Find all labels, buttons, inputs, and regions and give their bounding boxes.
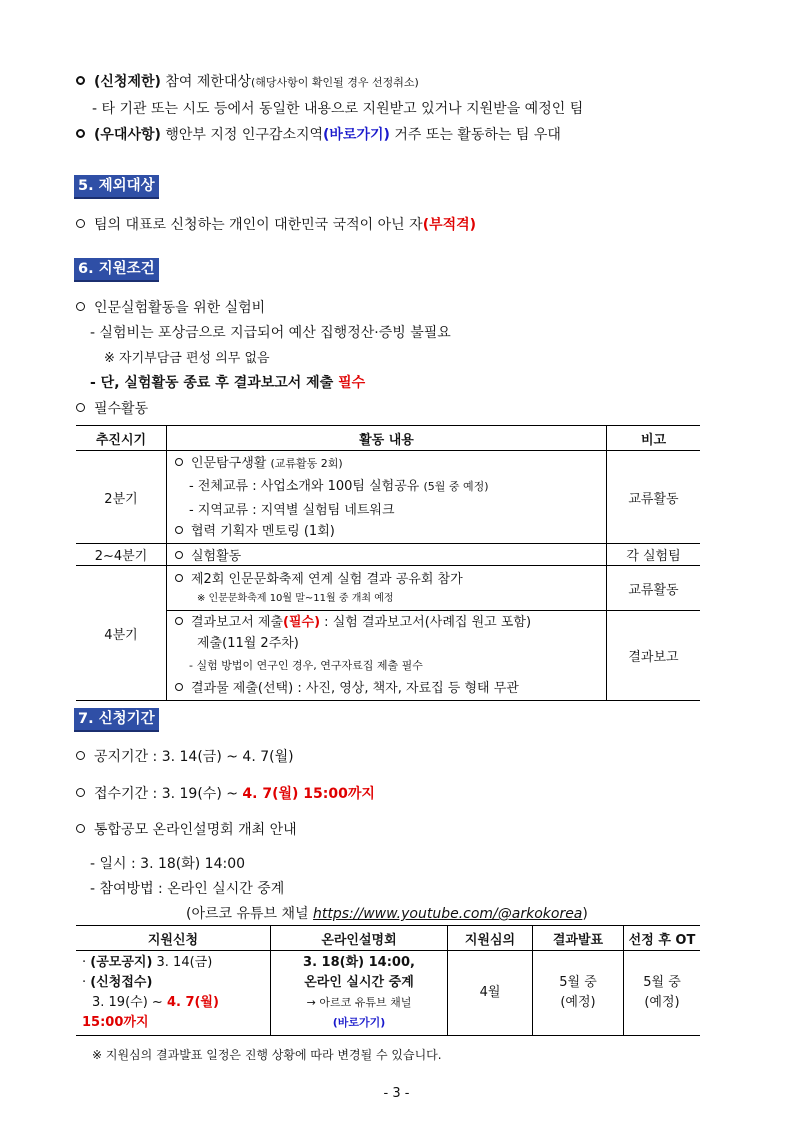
content-cell: 인문탐구생활 (교류활동 2회) - 전체교류 : 사업소개와 100팀 실험공유 (5월 중 예정) - 지역교류 : 지역별 실험팀 네트워크 협력 기획자 멘토링 (1회) bbox=[167, 451, 607, 544]
activity-table bbox=[76, 425, 700, 701]
youtube-channel: (아르코 유튜브 채널 https://www.youtube.com/@arkokorea) bbox=[186, 906, 588, 922]
footnote: ※ 지원심의 결과발표 일정은 진행 상황에 따라 변경될 수 있습니다. bbox=[92, 1048, 442, 1062]
table-header-row bbox=[76, 926, 700, 951]
online-date: - 일시 : 3. 18(화) 14:00 bbox=[90, 856, 246, 872]
table-row bbox=[76, 566, 700, 611]
table-row bbox=[76, 544, 700, 566]
circle-bullet-icon bbox=[76, 219, 85, 228]
circle-bullet-icon bbox=[76, 129, 85, 138]
review-cell: 4월 bbox=[448, 951, 533, 1036]
youtube-link[interactable]: https://www.youtube.com/@arkokorea bbox=[313, 906, 583, 922]
table-header-row bbox=[76, 426, 700, 451]
section-7-heading: 7. 신청기간 bbox=[74, 708, 159, 732]
restriction-item: (신청제한) 참여 제한대상(해당사항이 확인될 경우 선정취소) bbox=[76, 71, 419, 91]
online-info: 통합공모 온라인설명회 개최 안내 bbox=[76, 819, 297, 839]
support-sub-2: - 단, 실험활동 종료 후 결과보고서 제출 필수 bbox=[90, 375, 366, 391]
section-5-heading: 5. 제외대상 bbox=[74, 175, 159, 199]
result-cell: 5월 중 (예정) bbox=[533, 951, 624, 1036]
note-cell: 교류활동 bbox=[607, 451, 701, 544]
online-cell: 3. 18(화) 14:00, 온라인 실시간 중계 → 아르코 유튜브 채널 (바로가기) bbox=[271, 951, 448, 1036]
header-apply: 지원신청 bbox=[76, 926, 271, 951]
circle-bullet-icon bbox=[76, 751, 85, 760]
ot-cell: 5월 중 (예정) bbox=[624, 951, 701, 1036]
support-item-1: 인문실험활동을 위한 실험비 bbox=[76, 297, 265, 317]
period-cell: 2~4분기 bbox=[76, 544, 167, 566]
page-number: - 3 - bbox=[383, 1086, 410, 1101]
online-method: - 참여방법 : 온라인 실시간 중계 bbox=[90, 881, 285, 897]
header-online: 온라인설명회 bbox=[271, 926, 448, 951]
apply-cell: · (공모공지) 3. 14(금) · (신청접수) 3. 19(수) ~ 4. 7(월) 15:00까지 bbox=[82, 955, 219, 1030]
excluded-item: 팀의 대표로 신청하는 개인이 대한민국 국적이 아닌 자(부적격) bbox=[76, 214, 476, 234]
circle-bullet-icon bbox=[76, 824, 85, 833]
content-cell: 제2회 인문문화축제 연계 실험 결과 공유회 참가 ※ 인문문화축제 10월 말~11월 중 개최 예정 bbox=[167, 566, 607, 611]
circle-bullet-icon bbox=[76, 403, 85, 412]
header-period: 추진시기 bbox=[76, 426, 167, 451]
schedule-table bbox=[76, 925, 700, 1036]
period-cell: 4분기 bbox=[76, 566, 167, 701]
circle-bullet-icon bbox=[175, 617, 183, 625]
accept-period: 접수기간 : 3. 19(수) ~ 4. 7(월) 15:00까지 bbox=[76, 783, 375, 803]
circle-bullet-icon bbox=[175, 683, 183, 691]
circle-bullet-icon bbox=[76, 788, 85, 797]
support-note-1: ※ 자기부담금 편성 의무 없음 bbox=[104, 351, 270, 366]
restriction-detail: - 타 기관 또는 시도 등에서 동일한 내용으로 지원받고 있거나 지원받을 예정인 팀 bbox=[92, 101, 584, 117]
content-cell: 실험활동 bbox=[167, 544, 607, 566]
header-content: 활동 내용 bbox=[167, 426, 607, 451]
table-row bbox=[76, 611, 700, 701]
circle-bullet-icon bbox=[175, 526, 183, 534]
notice-period: 공지기간 : 3. 14(금) ~ 4. 7(월) bbox=[76, 746, 294, 766]
note-cell: 교류활동 bbox=[607, 566, 701, 611]
header-result: 결과발표 bbox=[533, 926, 624, 951]
header-ot: 선정 후 OT bbox=[624, 926, 701, 951]
shortcut-link[interactable]: (바로가기) bbox=[332, 1016, 386, 1029]
circle-bullet-icon bbox=[175, 574, 183, 582]
note-cell: 결과보고 bbox=[607, 611, 701, 701]
shortcut-link[interactable]: (바로가기) bbox=[323, 127, 390, 143]
support-sub-1: - 실험비는 포상금으로 지급되어 예산 집행정산·증빙 불필요 bbox=[90, 325, 451, 341]
note-cell: 각 실험팀 bbox=[607, 544, 701, 566]
circle-bullet-icon bbox=[175, 551, 183, 559]
period-cell: 2분기 bbox=[76, 451, 167, 544]
preference-item: (우대사항) 행안부 지정 인구감소지역(바로가기) 거주 또는 활동하는 팀 우대 bbox=[76, 124, 561, 144]
circle-bullet-icon bbox=[76, 76, 85, 85]
circle-bullet-icon bbox=[76, 302, 85, 311]
circle-bullet-icon bbox=[175, 458, 183, 466]
section-6-heading: 6. 지원조건 bbox=[74, 258, 159, 282]
table-row bbox=[76, 951, 700, 1036]
header-note: 비고 bbox=[607, 426, 701, 451]
content-cell: 결과보고서 제출(필수) : 실험 결과보고서(사례집 원고 포함) 제출(11월 2주차) - 실험 방법이 연구인 경우, 연구자료집 제출 필수 결과물 제출(선택) : 사진, 영상, 책자, 자료집 등 형태 무관 bbox=[167, 611, 607, 701]
table-row bbox=[76, 451, 700, 544]
header-review: 지원심의 bbox=[448, 926, 533, 951]
support-item-2: 필수활동 bbox=[76, 398, 148, 418]
